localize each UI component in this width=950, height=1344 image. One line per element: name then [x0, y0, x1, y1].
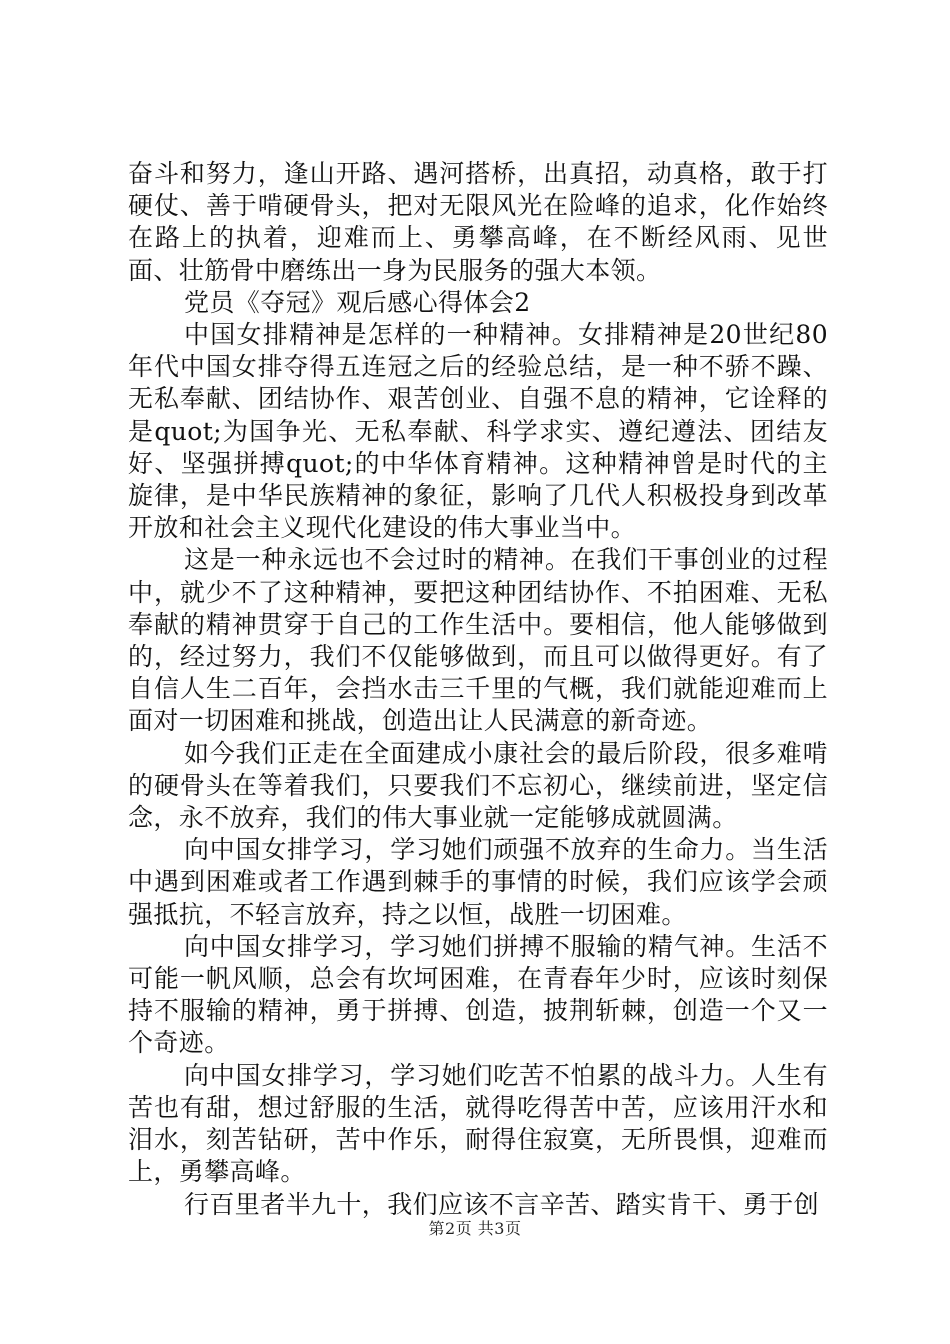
paragraph: 如今我们正走在全面建成小康社会的最后阶段，很多难啃的硬骨头在等着我们，只要我们不忘初心，继续前进，坚定信念，永不放弃，我们的伟大事业就一定能够成就圆满。 — [128, 738, 828, 833]
paragraph: 这是一种永远也不会过时的精神。在我们干事创业的过程中，就少不了这种精神，要把这种团结协作、不拍困难、无私奉献的精神贯穿于自己的工作生活中。要相信，他人能够做到的，经过努力，我们不仅能够做到，而且可以做得更好。有了自信人生二百年，会挡水击三千里的气概，我们就能迎难而上面对一切困难和挑战，创造出让人民满意的新奇迹。 — [128, 545, 828, 736]
paragraph: 向中国女排学习，学习她们拼搏不服输的精气神。生活不可能一帆风顺，总会有坎坷困难，在青春年少时，应该时刻保持不服输的精神，勇于拼搏、创造，披荆斩棘，创造一个又一个奇迹。 — [128, 931, 828, 1058]
paragraph: 行百里者半九十，我们应该不言辛苦、踏实肯干、勇于创 — [184, 1189, 820, 1219]
section-heading: 党员《夺冠》观后感心得体会2 — [184, 287, 531, 317]
page-footer: 第2页 共3页 — [428, 1219, 522, 1238]
paragraph-continued: 奋斗和努力，逢山开路、遇河搭桥，出真招，动真格，敢于打硬仗、善于啃硬骨头，把对无限风光在险峰的追求，化作始终在路上的执着，迎难而上、勇攀高峰，在不断经风雨、见世面、壮筋骨中磨练出一身为民服务的强大本领。 — [128, 159, 828, 285]
document-body — [128, 158, 828, 1221]
paragraph: 向中国女排学习，学习她们吃苦不怕累的战斗力。人生有苦也有甜，想过舒服的生活，就得吃得苦中苦，应该用汗水和泪水，刻苦钻研，苦中作乐，耐得住寂寞，无所畏惧，迎难而上，勇攀高峰。 — [128, 1060, 828, 1187]
paragraph: 中国女排精神是怎样的一种精神。女排精神是20世纪80年代中国女排夺得五连冠之后的经验总结，是一种不骄不躁、无私奉献、团结协作、艰苦创业、自强不息的精神，它诠释的是quot;为国争光、无私奉献、科学求实、遵纪遵法、团结友好、坚强拼搏quot;的中华体育精神。这种精神曾是时代的主旋律，是中华民族精神的象征，影响了几代人积极投身到改革开放和社会主义现代化建设的伟大事业当中。 — [128, 320, 828, 543]
paragraph: 向中国女排学习，学习她们顽强不放弃的生命力。当生活中遇到困难或者工作遇到棘手的事情的时候，我们应该学会顽强抵抗，不轻言放弃，持之以恒，战胜一切困难。 — [128, 835, 828, 929]
